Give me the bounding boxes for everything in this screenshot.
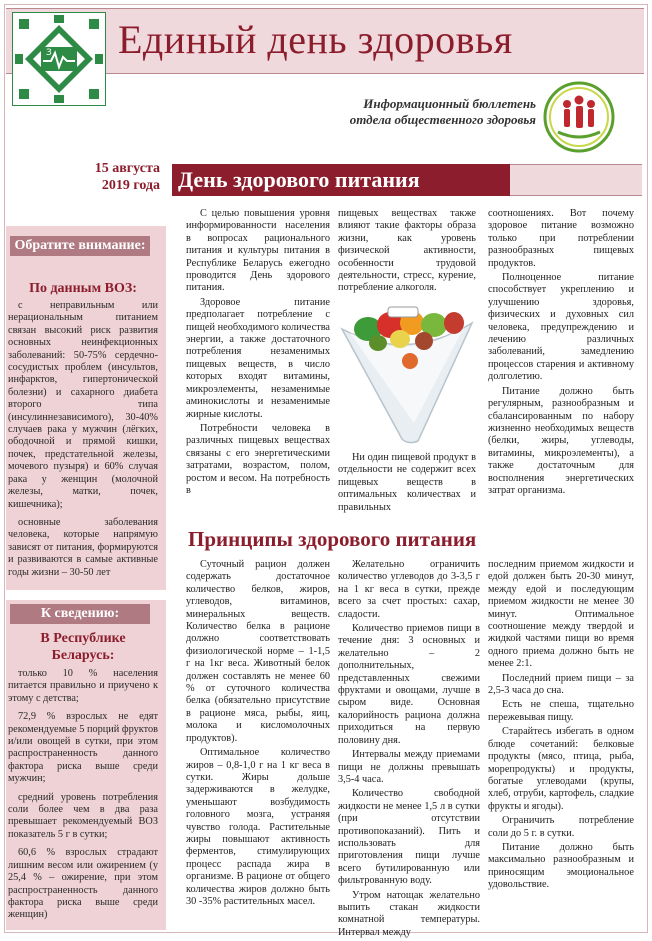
section2-col3-p3: Есть не спеша, тщательно пережевывая пищу. [488,699,634,723]
section2-col2 [338,559,480,941]
banner-tail [510,164,642,196]
bulletin-subtitle [296,96,536,128]
sidebar-box2-para4: 60,6 % взрослых страдают лишним весом или ожирением (у 25,4 % – ожирение, при этом распространенность данного фактора риска выше среди женщин) [8,847,158,921]
section1-col1 [186,208,330,499]
section2-col3 [488,559,634,894]
section2-col2-p2: Количество приемов пищи в течение дня: 3 основных и желательно – 2 дополнительных, представленных свежими фруктами и овощами, лучше в сыром виде. Основная калорийность рациона должна приходиться на первую половину дня. [338,623,480,746]
health-pulse-logo-icon [12,12,106,106]
section2-col3-p6: Питание должно быть максимально разнообразным и приносящим эмоциональное удовольствие. [488,841,634,891]
sidebar-box2-subheading: В Республике Беларусь: [40,631,126,663]
section1-col3-p1: соотношениях. Вот почему здоровое питание возможно только при потреблении разнообразных пищевых продуктов. [488,208,634,269]
section2-col1 [186,559,330,910]
section2-col1-p1: Суточный рацион должен содержать достаточное количество белков, жиров, углеводов, витаминов, минеральных веществ. Количество белка в рационе должно соответствовать физиологической норме – 1-1,5 г на 1кг веса. Животный белок должен составлять не менее 60 % от суточного количества белка (обязательно присутствие в рационе мяса, рыбы, яиц, молока и кисломолочных продуктов). [186,559,330,744]
subtitle-line2: отдела общественного здоровья [349,112,536,127]
sidebar-box1-subheading: По данным ВОЗ: [29,281,137,296]
section2-title: Принципы здорового питания [188,527,477,551]
sidebar-box1-para1: с неправильным или нерациональным питанием связан высокий риск развития основных неинфекционных заболеваний: 50-75% сердечно-сосудистых проблем (инсультов, инфарктов, гипертонической болезни) и сахарного диабета второго типа (инсулиннезависимого), 30-40% случаев рака у мужчин (лёгких, ободочной и прямой кишки, почек, предстательной железы, мочевого пузыря) и 60% случая рака у женщин (молочной железы, матки, почек, кишечника); [8,300,158,510]
section2-col2-p3: Интервалы между приемами пищи не должны превышать 3,5-4 часа. [338,749,480,785]
section1-col3 [488,208,634,499]
page-title: Единый день здоровья [118,17,513,62]
section-banner-title: День здорового питания [178,167,420,192]
sidebar-box2-para3: средний уровень потребления соли более чем в два раза превышает рекомендуемый ВОЗ показатель 5 г в сутки; [8,791,158,840]
sidebar-box2-para2: 72,9 % взрослых не едят рекомендуемые 5 порций фруктов и/или овощей в сутки, при этом распространенность данного фактора риска выше среди мужчин; [8,711,158,785]
sidebar-box1-para2: основные заболевания человека, которые напрямую зависят от питания, формируются и развиваются в самые активные годы жизни – 30-50 лет [8,516,158,578]
section2-col3-p5: Ограничить потребление соли до 5 г. в сутки. [488,815,634,839]
section1-col3-p3: Питание должно быть регулярным, разнообразным и сбалансированным по набору жизненно необходимых веществ (белки, жиры, углеводы, витамины, микроэлементы), а также достаточным для восполнения энергетических затрат организма. [488,385,634,496]
section1-col2-bottom-text: Ни один пищевой продукт в отдельности не содержит всех пищевых веществ в оптимальных количествах и правильных [338,452,476,513]
section1-col1-p1: С целью повышения уровня информированности населения в вопросах рационального питания и культуры питания в Республике Беларусь ежегодно проводится День здорового питания. [186,208,330,294]
section2-col1-p2: Оптимальное количество жиров – 0,8-1,0 г на 1 кг веса в сутки. Жиры дольше задерживаются в желудке, уменьшают возбудимость головного мозга, устраняя чувство голода. Растительные жиры повышают активность ферментов, стимулирующих процесс распада жира в организме. В рационе от общего количества жиров должно быть 30 -35% растительных масел. [186,747,330,907]
section1-col1-p2: Здоровое питание предполагает потребление с пищей необходимого количества энергии, а также достаточного потребления незаменимых пищевых веществ, в число которых входят витамины, микроэлементы, незаменимые аминокислоты и незаменимые жирные кислоты. [186,296,330,420]
section2-col3-p2: Последний прием пищи – за 2,5-3 часа до сна. [488,672,634,697]
sidebar-box1-heading: Обратите внимание: [10,236,150,256]
subtitle-line1: Информационный бюллетень [363,96,536,111]
date-line2: 2019 года [101,178,160,193]
section1-col2-top [338,208,476,297]
sidebar-divider [6,590,166,600]
section2-col2-p4: Количество свободной жидкости не менее 1,5 л в сутки (при отсутствии противопоказаний). Пить и использовать для приготовления пищи лучше всего бутилированную или фильтрованную воду. [338,788,480,887]
section2-col2-p1: Желательно ограничить количество углеводов до 3-3,5 г на 1 кг веса в сутки, прежде всего за счет простых: сахар, сладости. [338,559,480,620]
healthy-people-emblem-icon [542,80,616,154]
section1-col3-p2: Полноценное питание способствует укреплению и улучшению здоровья, физических и духовных сил человека, предупреждению и лечению различных заболеваний, замедлению процессов старения и активному долголетию. [488,272,634,383]
section1-col1-p3: Потребности человека в различных пищевых веществах связаны с его энергетическими затратами, возрастом, полом, ростом и весом. На потребность в [186,422,330,496]
sidebar-box2-heading: К сведению: [10,604,150,624]
section2-col2-p5: Утром натощак желательно выпить стакан жидкости комнатной температуры. Интервал между [338,889,480,938]
svg-text:З: З [46,48,52,58]
sidebar-box2-para1: только 10 % населения питается правильно и приучено к этому с детства; [8,668,158,704]
sidebar-box2-text [8,668,158,928]
vegetables-fruits-icon [338,303,476,445]
section2-col3-p4: Старайтесь избегать в одном блюде сочетаний: белковые продукты (мясо, птица, рыба, морепродукты) и продукты, богатые углеводами (крупы, хлеб, отруби, картофель, сладкие фрукты и ягоды). [488,726,634,812]
section1-col2-bottom [338,452,476,516]
issue-date [60,160,160,194]
date-line1: 15 августа [94,161,160,176]
section2-col3-p1: последним приемом жидкости и едой должен быть 20-30 минут, между едой и последующим приемом жидкости не менее 30 минут. Оптимальное соотношение между твердой и жидкой частями пищи во время одного приема должно быть не менее 2:1. [488,559,634,670]
sidebar-box1-text [8,300,158,585]
section1-col2-top-text: пищевых веществах также влияют такие факторы образа жизни, как уровень физической активности, особенности трудовой деятельности, стресс, курение, потребление алкоголя. [338,208,476,294]
